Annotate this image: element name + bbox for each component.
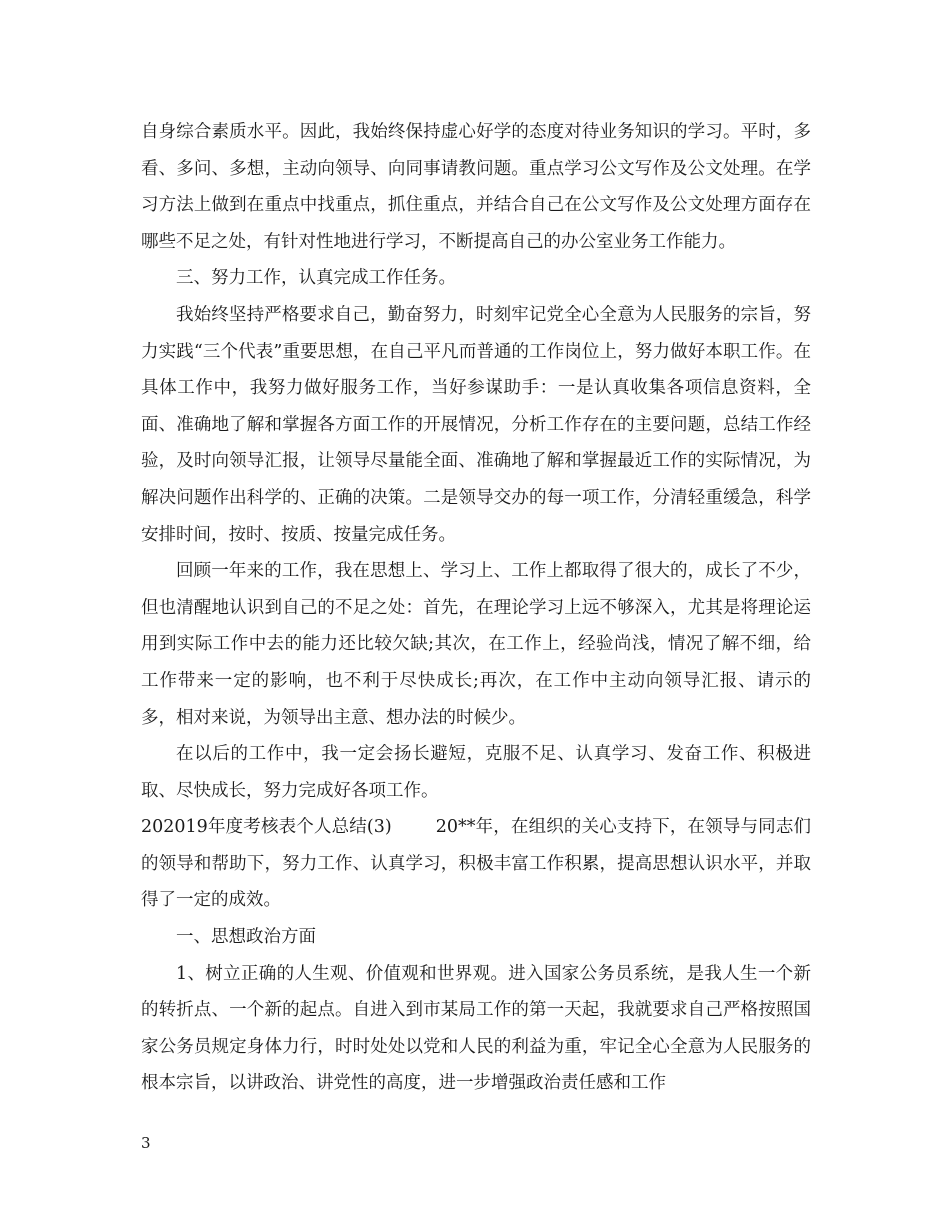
paragraph-2-heading: 三、努力工作，认真完成工作任务。 xyxy=(176,268,456,289)
paragraph-last: 1、树立正确的人生观、价值观和世界观。进入国家公务员系统，是我人生一个新的转折点、一个新的起点。自进入到市某局工作的第一天起，我就要求自己严格按照国家公务员规定身体力行，时时处处以党和人民的利益为重，牢记全心全意为人民服务的根本宗旨，以讲政治、讲党性的高度，进一步增强政治责任感和工作 xyxy=(141,963,811,1094)
paragraph-3: 我始终坚持严格要求自己，勤奋努力，时刻牢记党全心全意为人民服务的宗旨，努力实践“三个代表”重要思想，在自己平凡而普通的工作岗位上，努力做好本职工作。在具体工作中，我努力做好服务工作，当好参谋助手：一是认真收集各项信息资料，全面、准确地了解和掌握各方面工作的开展情况，分析工作存在的主要问题，总结工作经验，及时向领导汇报，让领导尽量能全面、准确地了解和掌握最近工作的实际情况，为解决问题作出科学的、正确的决策。二是领导交办的每一项工作，分清轻重缓急，科学安排时间，按时、按质、按量完成任务。 xyxy=(141,304,811,545)
document-body xyxy=(141,114,811,1102)
page-number: 3 xyxy=(141,1134,151,1152)
subheading-political: 一、思想政治方面 xyxy=(176,927,316,948)
section-start xyxy=(141,809,811,919)
section-heading: 202019年度考核表个人总结(3) xyxy=(141,817,392,838)
paragraph-4: 回顾一年来的工作，我在思想上、学习上、工作上都取得了很大的，成长了不少，但也清醒地认识到自己的不足之处：首先，在理论学习上远不够深入，尤其是将理论运用到实际工作中去的能力还比较欠缺;其次，在工作上，经验尚浅，情况了解不细，给工作带来一定的影响，也不利于尽快成长;再次，在工作中主动向领导汇报、请示的多，相对来说，为领导出主意、想办法的时候少。 xyxy=(141,561,811,728)
paragraph-5: 在以后的工作中，我一定会扬长避短，克服不足、认真学习、发奋工作、积极进取、尽快成长，努力完成好各项工作。 xyxy=(141,744,811,801)
paragraph-1: 自身综合素质水平。因此，我始终保持虚心好学的态度对待业务知识的学习。平时，多看、多问、多想，主动向领导、向同事请教问题。重点学习公文写作及公文处理。在学习方法上做到在重点中找重点，抓住重点，并结合自己在公文写作及公文处理方面存在哪些不足之处，有针对性地进行学习，不断提高自己的办公室业务工作能力。 xyxy=(141,122,811,252)
section-lead: 20**年，在组织的关心支持下，在领导与同志们的领导和帮助下，努力工作、认真学习，积极丰富工作积累，提高思想认识水平，并取得了一定的成效。 xyxy=(141,817,811,911)
